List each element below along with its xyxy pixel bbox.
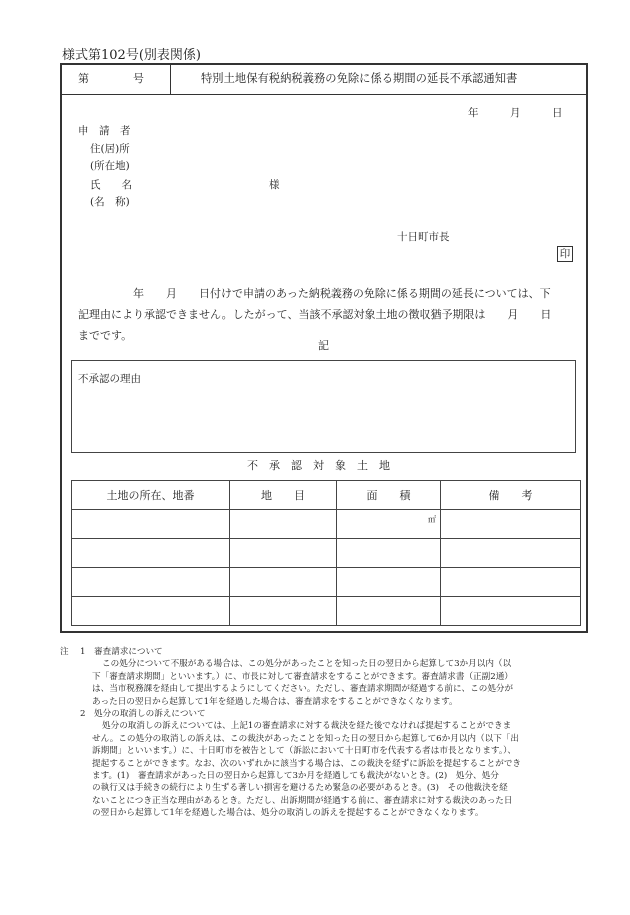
date-line: 年 月 日 <box>468 107 563 119</box>
table-row <box>72 510 581 539</box>
applicant-heading: 申 請 者 <box>78 125 131 137</box>
reason-box <box>71 360 576 453</box>
notes-line: は、当市税務課を経由して提出するようにしてください。ただし、審査請求期間が経過する前に、この処分が <box>92 684 514 695</box>
area-unit: ㎡ <box>428 515 436 524</box>
notes-line: 処分の取消しの訴えについては、上記1の審査請求に対する裁決を経た後でなければ提起することができま <box>102 721 512 732</box>
reason-label: 不承認の理由 <box>78 373 141 385</box>
header-area: 面 積 <box>337 481 441 510</box>
table-cell <box>337 568 441 597</box>
name-label: 氏 名 <box>90 179 132 191</box>
seal-mark: 印 <box>557 246 573 262</box>
table-row <box>72 568 581 597</box>
header-divider <box>170 63 171 95</box>
table-cell <box>337 539 441 568</box>
notes-line: この処分について不服がある場合は、この処分があったことを知った日の翌日から起算して3か月以内（以 <box>102 659 512 670</box>
number-label: 第 号 <box>78 72 144 85</box>
address-label: 住(居)所 <box>90 143 130 155</box>
address-sub-label: (所在地) <box>90 160 130 172</box>
table-cell <box>441 597 581 626</box>
notes-item-1-title: 1 審査請求について <box>80 647 163 657</box>
notes-prefix: 注 <box>60 647 69 657</box>
body-line-2: 記理由により承認できません。したがって、当該不承認対象土地の徴収猶予期限は 月 日 <box>78 308 552 321</box>
notes-line: ます。(1) 審査請求があった日の翌日から起算して3か月を経過しても裁決がないとき。(2) 処分、処分 <box>92 771 499 782</box>
notes-line: 提起することができます。なお、次のいずれかに該当する場合は、この裁決を経ずに訴訟を提起することができ <box>92 758 522 769</box>
table-cell <box>230 510 337 539</box>
table-cell <box>441 539 581 568</box>
name-sub-label: (名 称) <box>90 196 130 208</box>
notes-line: ないことにつき正当な理由があるとき。ただし、出訴期間が経過する前に、審査請求に対する裁決のあった日 <box>92 795 513 806</box>
table-cell <box>230 539 337 568</box>
land-section-title: 不 承 認 対 象 土 地 <box>247 459 390 472</box>
notes-section <box>60 646 580 820</box>
table-cell <box>72 597 230 626</box>
body-line-3: までです。 <box>78 329 133 342</box>
header-land-category: 地 目 <box>230 481 337 510</box>
table-cell <box>441 568 581 597</box>
table-cell <box>72 539 230 568</box>
notes-line: 下「審査請求期間」といいます。）に、市長に対して審査請求をすることができます。審査請求書（正副2通） <box>92 671 513 682</box>
table-cell <box>441 510 581 539</box>
table-cell <box>230 568 337 597</box>
notes-item-2-title: 2 処分の取消しの訴えについて <box>80 709 206 720</box>
notes-line: あった日の翌日から起算して1年を経過した場合は、審査請求をすることができなくなります。 <box>92 696 458 707</box>
form-number: 様式第102号(別表関係) <box>62 48 201 63</box>
table-cell <box>337 597 441 626</box>
land-table <box>71 480 581 626</box>
body-line-1: 年 月 日付けで申請のあった納税義務の免除に係る期間の延長については、下 <box>78 287 551 300</box>
table-cell <box>72 510 230 539</box>
notes-item-1-title-row <box>60 646 580 658</box>
notes-line: の翌日から起算して1年を経過した場合は、処分の取消しの訴えを提起することができなくなります。 <box>92 808 484 819</box>
document-title: 特別土地保有税納税義務の免除に係る期間の延長不承認通知書 <box>201 72 518 85</box>
table-row <box>72 597 581 626</box>
header-remarks: 備 考 <box>441 481 581 510</box>
notes-line: の執行又は手続きの続行により生ずる著しい損害を避けるため緊急の必要があるとき。(3) その他裁決を経 <box>92 783 508 794</box>
notice-body <box>78 283 578 346</box>
table-header-row <box>72 481 581 510</box>
table-cell <box>337 510 441 539</box>
honorific: 様 <box>269 179 280 191</box>
table-row <box>72 539 581 568</box>
table-cell <box>72 568 230 597</box>
issuer: 十日町市長 <box>397 231 450 243</box>
notes-line: せん。この処分の取消しの訴えは、この裁決があったことを知った日の翌日から起算して6か月以内（以下「出 <box>92 733 519 744</box>
notes-line: 訴期間」といいます。）に、十日町市を被告として（訴訟において十日町市を代表する者は市長となります。）、 <box>92 746 517 757</box>
header-location: 土地の所在、地番 <box>72 481 230 510</box>
table-cell <box>230 597 337 626</box>
ki-mark: 記 <box>318 339 329 352</box>
